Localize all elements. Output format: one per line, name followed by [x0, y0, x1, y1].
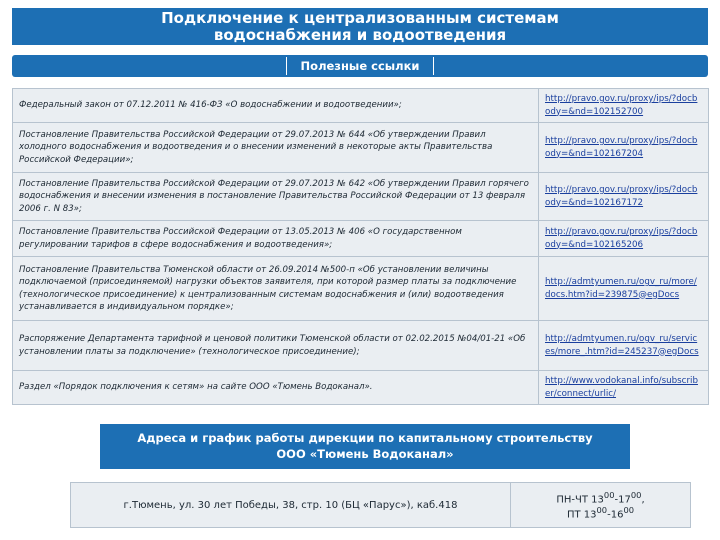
link-url[interactable]: http://www.vodokanal.info/subscriber/connect/urlic/	[539, 371, 709, 405]
table-row	[13, 89, 709, 123]
link-description: Постановление Правительства Российской Федерации от 29.07.2013 № 644 «Об утверждении Правил холодного водоснабжения и водоотведения и о внесении изменений в некоторые акты Правительства Российской Федерации»;	[13, 123, 539, 173]
link-description: Постановление Правительства Российской Федерации от 13.05.2013 № 406 «О государственном регулировании тарифов в сфере водоснабжения и водоотведения»;	[13, 221, 539, 257]
page-title	[12, 8, 708, 45]
link-description: Постановление Правительства Российской Федерации от 29.07.2013 № 642 «Об утверждении Правил горячего водоснабжения и внесении изменения в постановление Правительства Российской Федерации от 13 февраля 2006 г. N 83»;	[13, 173, 539, 221]
schedule-line-weekdays: ПН-ЧТ $13^{00}-17^{00}$,	[556, 489, 645, 505]
address-header-line1: Адреса и график работы дирекции по капитальному строительству	[137, 431, 593, 445]
link-description: Распоряжение Департамента тарифной и ценовой политики Тюменской области от 02.02.2015 №04/01-21 «Об установлении платы за подключение» (технологическое присоединение);	[13, 321, 539, 371]
link-url[interactable]: http://pravo.gov.ru/proxy/ips/?docbody=&nd=102165206	[539, 221, 709, 257]
table-row	[13, 123, 709, 173]
address-table	[70, 482, 691, 528]
table-row	[71, 483, 691, 528]
link-description: Постановление Правительства Тюменской области от 26.09.2014 №500-п «Об установлении величины подключаемой (присоединяемой) нагрузки объектов заявителя, при которой размер платы за подключение (технологическое присоединение) к централизованным системам водоснабжения и (или) водоотведения устанавливается в индивидуальном порядке»;	[13, 257, 539, 321]
schedule-line-friday: ПТ $13^{00}-16^{00}$	[566, 505, 635, 521]
table-row	[13, 221, 709, 257]
link-description: Федеральный закон от 07.12.2011 № 416-ФЗ «О водоснабжении и водоотведении»;	[13, 89, 539, 123]
links-header-label: Полезные ссылки	[286, 57, 435, 75]
table-row	[13, 371, 709, 405]
work-schedule	[511, 483, 691, 528]
link-url[interactable]: http://admtyumen.ru/ogv_ru/more/docs.htm?id=239875@egDocs	[539, 257, 709, 321]
table-row	[13, 257, 709, 321]
links-header	[12, 55, 708, 77]
table-row	[13, 173, 709, 221]
page-title-line1: Подключение к централизованным системам	[161, 9, 559, 27]
table-row	[13, 321, 709, 371]
links-table	[12, 88, 709, 405]
address-location: г.Тюмень, ул. 30 лет Победы, 38, стр. 10 (БЦ «Парус»), каб.418	[71, 483, 511, 528]
address-header-line2: ООО «Тюмень Водоканал»	[276, 447, 454, 461]
link-url[interactable]: http://pravo.gov.ru/proxy/ips/?docbody=&nd=102167172	[539, 173, 709, 221]
link-description: Раздел «Порядок подключения к сетям» на сайте ООО «Тюмень Водоканал».	[13, 371, 539, 405]
page-title-line2: водоснабжения и водоотведения	[213, 26, 507, 44]
link-url[interactable]: http://admtyumen.ru/ogv_ru/services/more_.htm?id=245237@egDocs	[539, 321, 709, 371]
address-header	[100, 424, 630, 469]
link-url[interactable]: http://pravo.gov.ru/proxy/ips/?docbody=&nd=102167204	[539, 123, 709, 173]
link-url[interactable]: http://pravo.gov.ru/proxy/ips/?docbody=&nd=102152700	[539, 89, 709, 123]
